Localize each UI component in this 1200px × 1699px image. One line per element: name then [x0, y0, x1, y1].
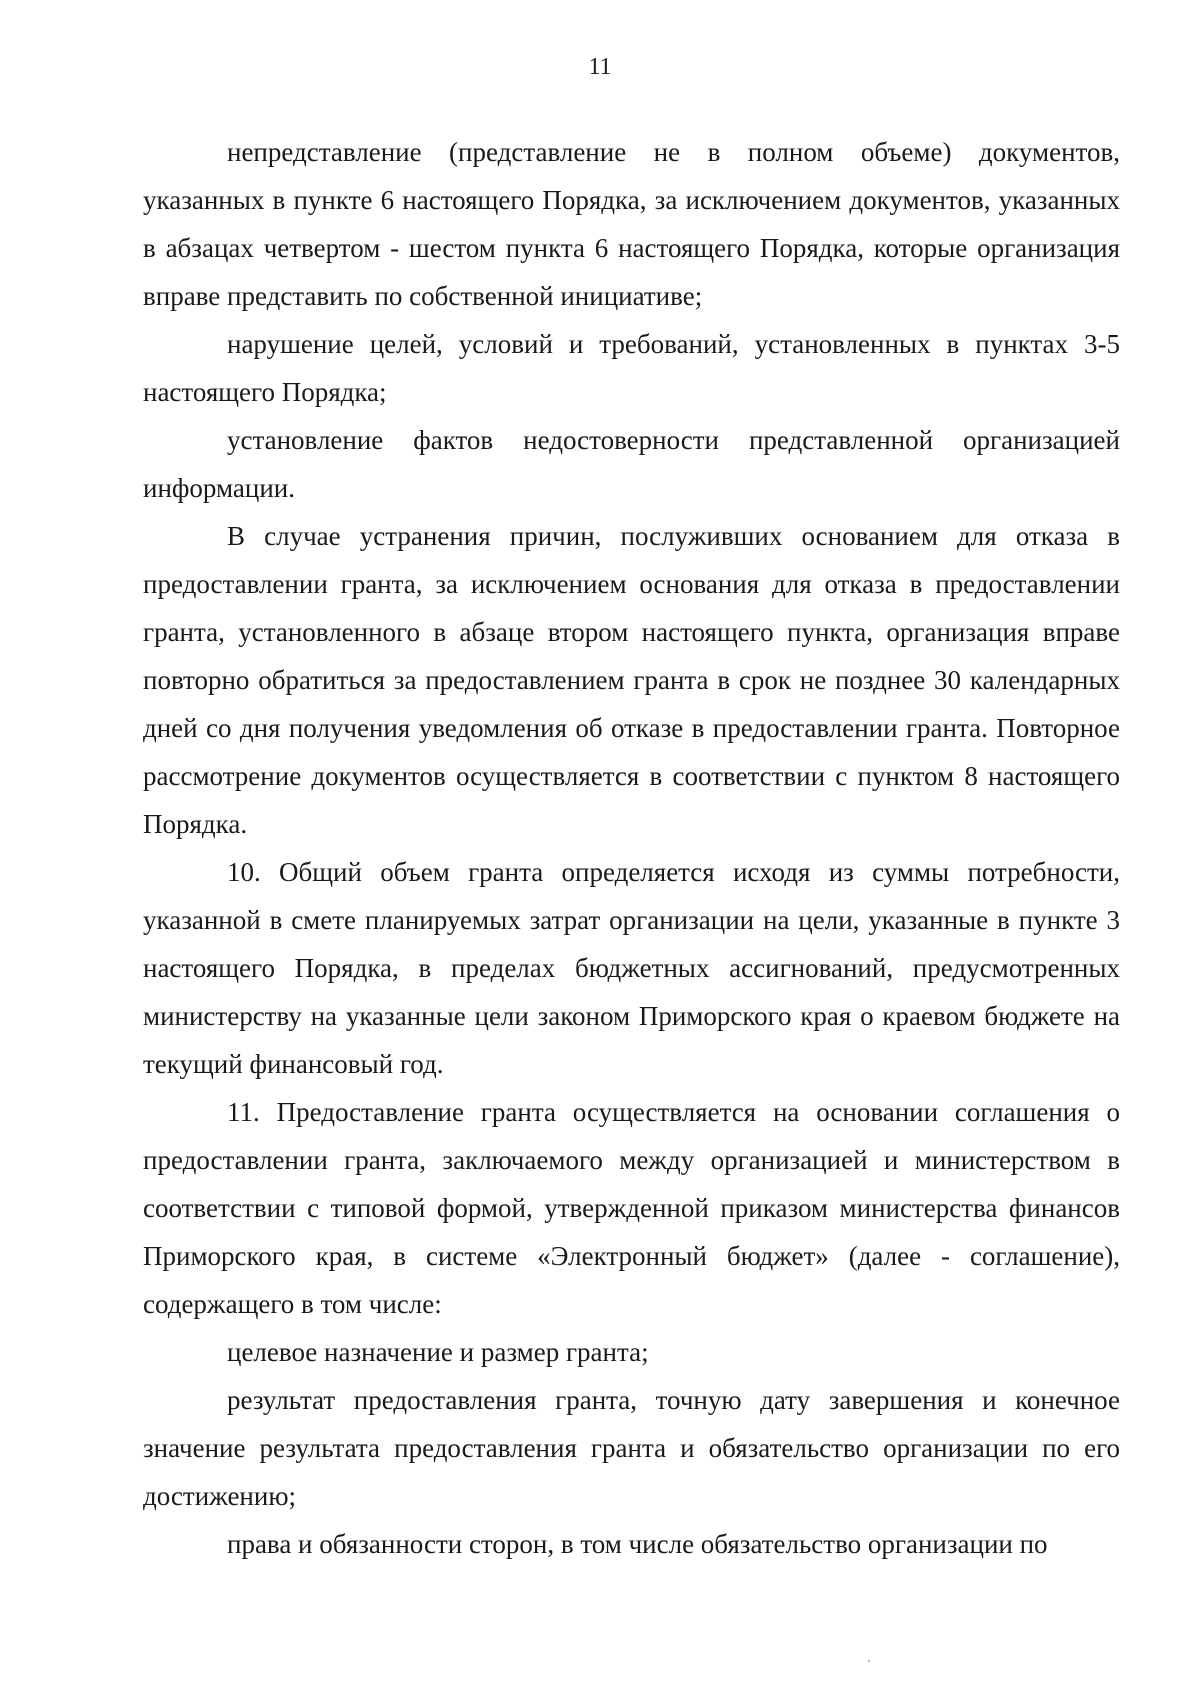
paragraph-missing-documents: непредставление (представление не в полном объеме) документов, указанных в пункте 6 настоящего Порядка, за исключением документов, указанных в абзацах четвертом - шестом пункта 6 настоящего Порядка, которые организация вправе представить по собственной инициативе;: [143, 137, 1120, 311]
paragraph-unreliable-information: установление фактов недостоверности представленной организацией информации.: [143, 425, 1120, 503]
paragraph-item-11: 11. Предоставление гранта осуществляется на основании соглашения о предоставлении гранта, заключаемого между организацией и министерством в соответствии с типовой формой, утвержденной приказом министерства финансов Приморского края, в системе «Электронный бюджет» (далее - соглашение), содержащего в том числе:: [143, 1097, 1120, 1319]
paragraph-purpose-and-size: целевое назначение и размер гранта;: [227, 1337, 649, 1367]
paragraph-repeat-application: В случае устранения причин, послуживших основанием для отказа в предоставлении гранта, за исключением основания для отказа в предоставлении гранта, установленного в абзаце втором настоящего пункта, организация вправе повторно обратиться за предоставлением гранта в срок не позднее 30 календарных дней со дня получения уведомления об отказе в предоставлении гранта. Повторное рассмотрение документов осуществляется в соответствии с пунктом 8 настоящего Порядка.: [143, 521, 1120, 839]
paragraph-result: результат предоставления гранта, точную дату завершения и конечное значение результата предоставления гранта и обязательство организации по его достижению;: [143, 1385, 1120, 1511]
scan-speck: [868, 1660, 870, 1662]
page-number: 11: [588, 54, 612, 80]
paragraph-item-10: 10. Общий объем гранта определяется исходя из суммы потребности, указанной в смете планируемых затрат организации на цели, указанные в пункте 3 настоящего Порядка, в пределах бюджетных ассигнований, предусмотренных министерству на указанные цели законом Приморского края о краевом бюджете на текущий финансовый год.: [143, 857, 1120, 1079]
paragraph-rights-obligations: права и обязанности сторон, в том числе обязательство организации по: [227, 1529, 1048, 1559]
document-body: [143, 128, 1120, 1568]
paragraph-violation-conditions: нарушение целей, условий и требований, установленных в пунктах 3-5 настоящего Порядка;: [143, 329, 1120, 407]
